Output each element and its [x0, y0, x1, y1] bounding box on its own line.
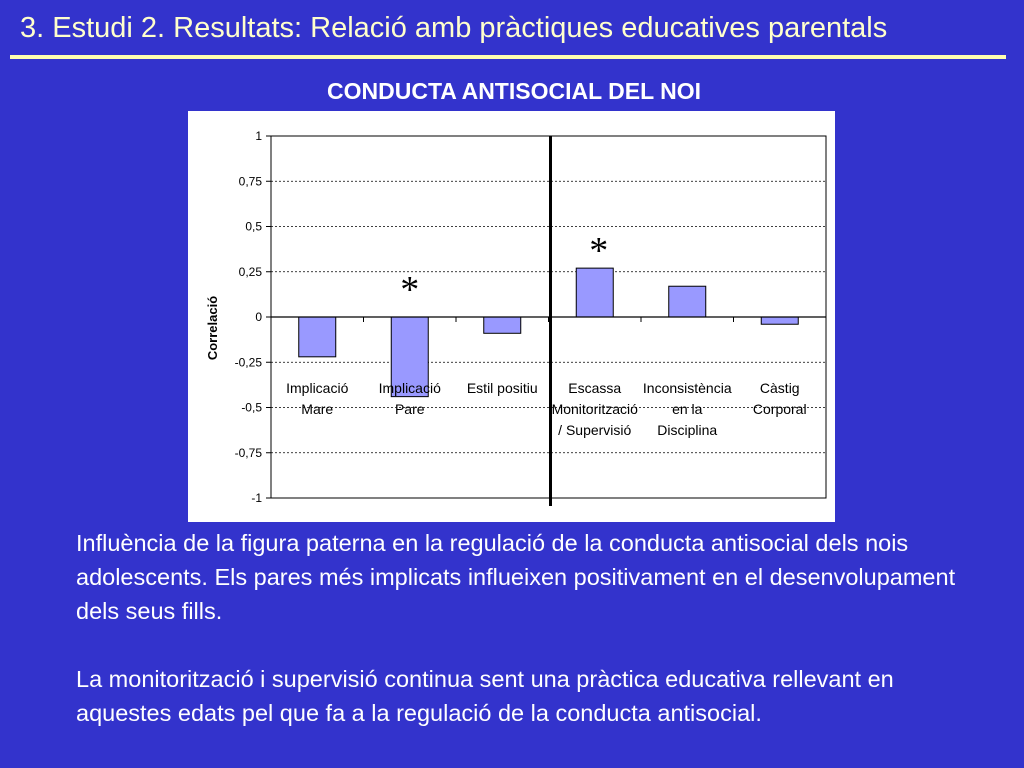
category-label: Implicació: [286, 380, 349, 396]
category-label: / Supervisió: [558, 422, 632, 438]
y-tick-label: 0,5: [245, 219, 262, 234]
category-label: en la: [672, 401, 703, 417]
bar: [669, 286, 706, 317]
category-label: Pare: [394, 401, 425, 417]
category-label: Monitorització: [551, 401, 638, 417]
y-tick-label: 0,75: [238, 174, 262, 189]
category-label: Corporal: [752, 401, 807, 417]
category-label: Escassa: [568, 380, 622, 396]
y-axis-label: Correlació: [205, 295, 220, 361]
category-label: Disciplina: [657, 422, 718, 438]
bar: [484, 317, 521, 333]
y-tick-label: -1: [251, 491, 262, 505]
bar-chart: [188, 111, 835, 522]
y-tick-label: -0,75: [234, 445, 262, 460]
category-label: Implicació: [378, 380, 441, 396]
significance-marker: *: [589, 230, 609, 273]
bar: [576, 268, 613, 317]
paragraph-father-influence: Influència de la figura paterna en la regulació de la conducta antisocial dels nois adolescents. Els pares més implicats influeixen positivament en el desenvolupament dels seus fills.: [76, 530, 956, 624]
bar: [761, 317, 798, 324]
y-tick-label: -0,25: [234, 355, 262, 370]
y-tick-label: 1: [255, 129, 262, 143]
slide-title: 3. Estudi 2. Resultats: Relació amb pràctiques educatives parentals: [20, 12, 888, 44]
paragraph-monitoring: La monitorització i supervisió continua sent una pràctica educativa rellevant en aquestes edats pel que fa a la regulació de la conducta antisocial.: [76, 666, 894, 726]
chart-area: [188, 111, 835, 522]
category-label: Estil positiu: [466, 380, 538, 396]
category-label: Càstig: [759, 380, 800, 396]
category-label: Inconsistència: [642, 380, 732, 396]
category-label: Mare: [301, 401, 334, 417]
bar: [299, 317, 336, 357]
chart-title: CONDUCTA ANTISOCIAL DEL NOI: [327, 78, 701, 104]
y-tick-label: -0,5: [241, 400, 262, 415]
y-tick-label: 0,25: [238, 264, 262, 279]
significance-marker: *: [400, 269, 420, 311]
title-divider: [10, 55, 1006, 59]
y-tick-label: 0: [255, 310, 262, 324]
